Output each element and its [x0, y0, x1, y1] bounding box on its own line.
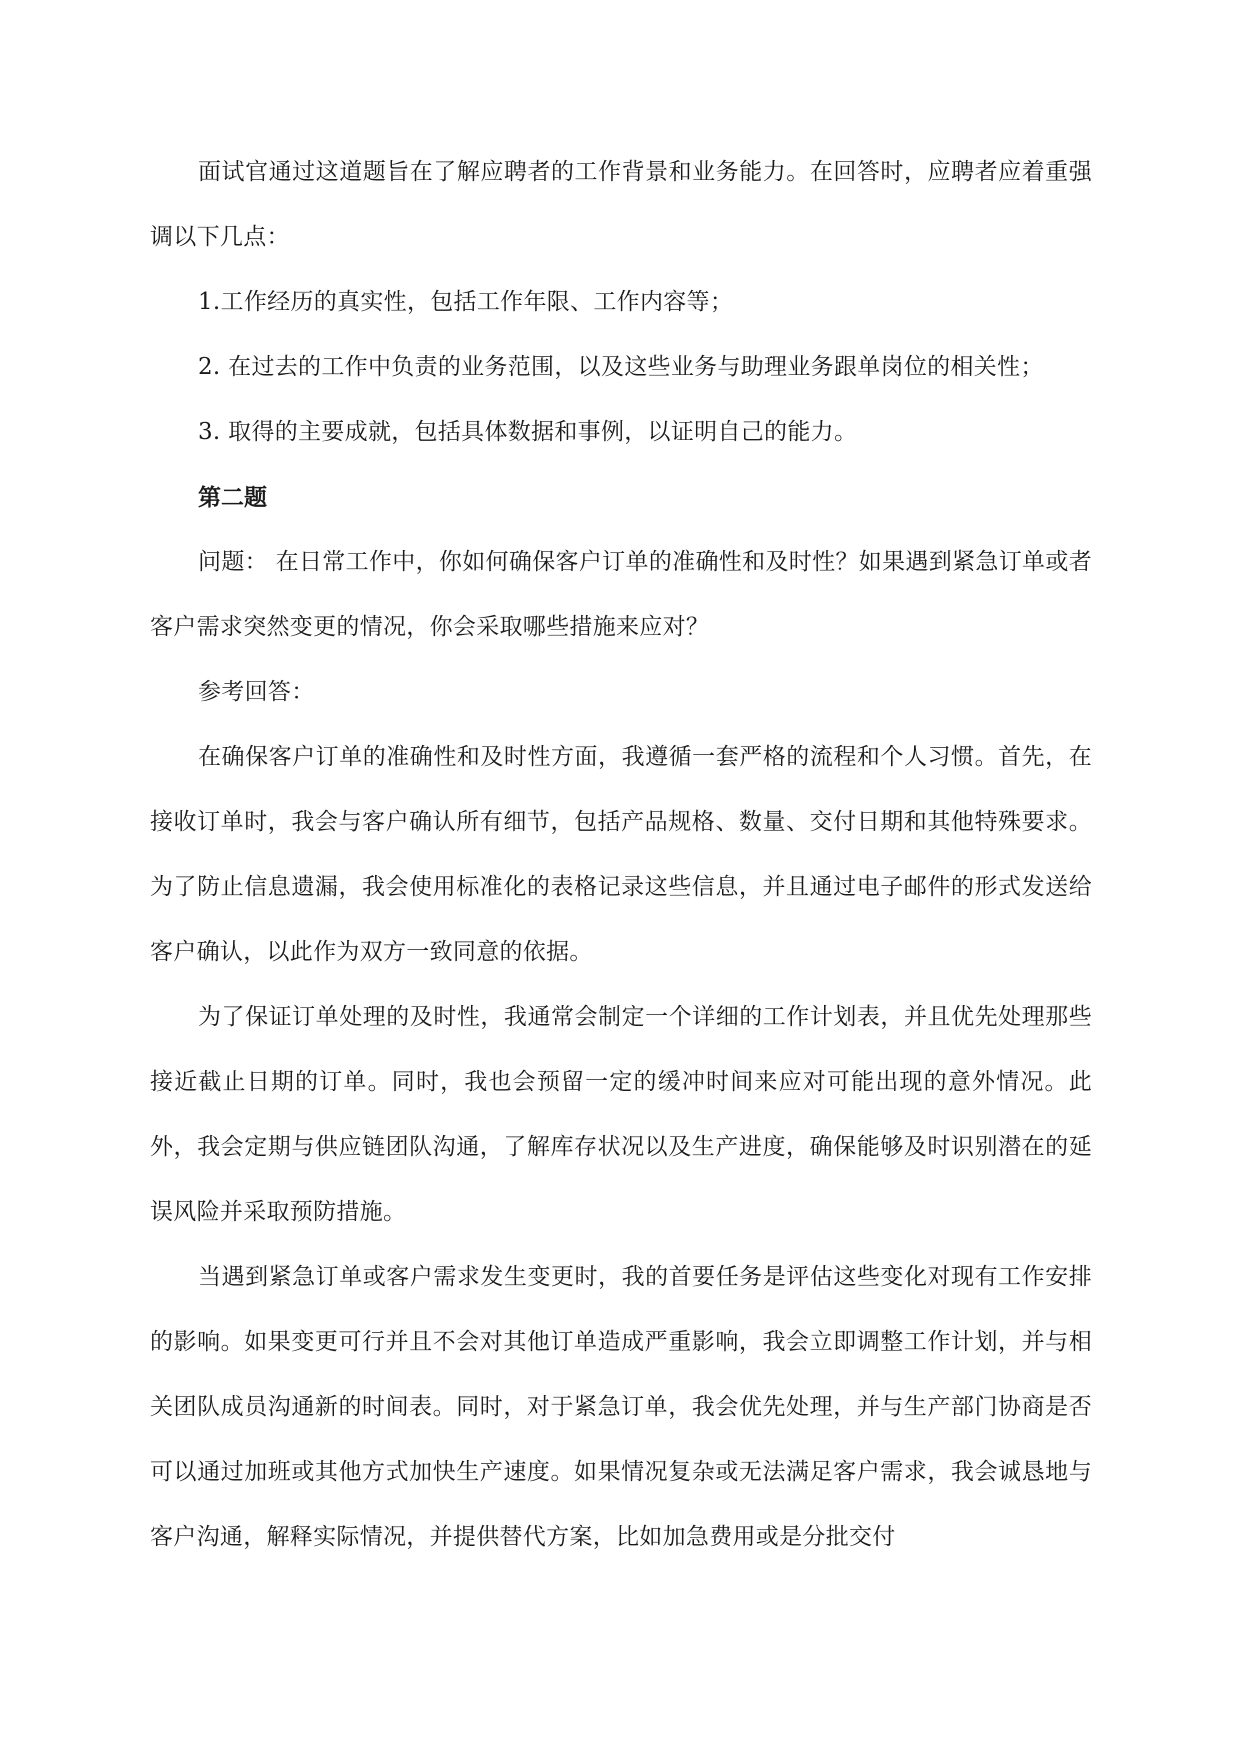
- question-paragraph: 问题： 在日常工作中，你如何确保客户订单的准确性和及时性？如果遇到紧急订单或者客户需求突然变更的情况，你会采取哪些措施来应对？: [150, 549, 1092, 640]
- document-body: [150, 140, 1092, 1570]
- answer-paragraph-3: 当遇到紧急订单或客户需求发生变更时，我的首要任务是评估这些变化对现有工作安排的影响。如果变更可行并且不会对其他订单造成严重影响，我会立即调整工作计划，并与相关团队成员沟通新的时间表。同时，对于紧急订单，我会优先处理，并与生产部门协商是否可以通过加班或其他方式加快生产速度。如果情况复杂或无法满足客户需求，我会诚恳地与客户沟通，解释实际情况，并提供替代方案，比如加急费用或是分批交付: [150, 1264, 1092, 1550]
- section-heading: 第二题: [198, 484, 267, 511]
- answer-paragraph-1: 在确保客户订单的准确性和及时性方面，我遵循一套严格的流程和个人习惯。首先，在接收订单时，我会与客户确认所有细节，包括产品规格、数量、交付日期和其他特殊要求。为了防止信息遗漏，我会使用标准化的表格记录这些信息，并且通过电子邮件的形式发送给客户确认，以此作为双方一致同意的依据。: [150, 744, 1092, 965]
- answer-paragraph-2: 为了保证订单处理的及时性，我通常会制定一个详细的工作计划表，并且优先处理那些接近截止日期的订单。同时，我也会预留一定的缓冲时间来应对可能出现的意外情况。此外，我会定期与供应链团队沟通，了解库存状况以及生产进度，确保能够及时识别潜在的延误风险并采取预防措施。: [150, 1004, 1092, 1225]
- list-item-3: 3. 取得的主要成就，包括具体数据和事例，以证明自己的能力。: [198, 419, 858, 445]
- list-item-2: 2. 在过去的工作中负责的业务范围，以及这些业务与助理业务跟单岗位的相关性；: [198, 354, 1044, 380]
- answer-label: 参考回答：: [198, 679, 315, 705]
- intro-paragraph: 面试官通过这道题旨在了解应聘者的工作背景和业务能力。在回答时，应聘者应着重强调以下几点：: [150, 159, 1092, 250]
- list-item-1: 1.工作经历的真实性，包括工作年限、工作内容等；: [198, 289, 734, 315]
